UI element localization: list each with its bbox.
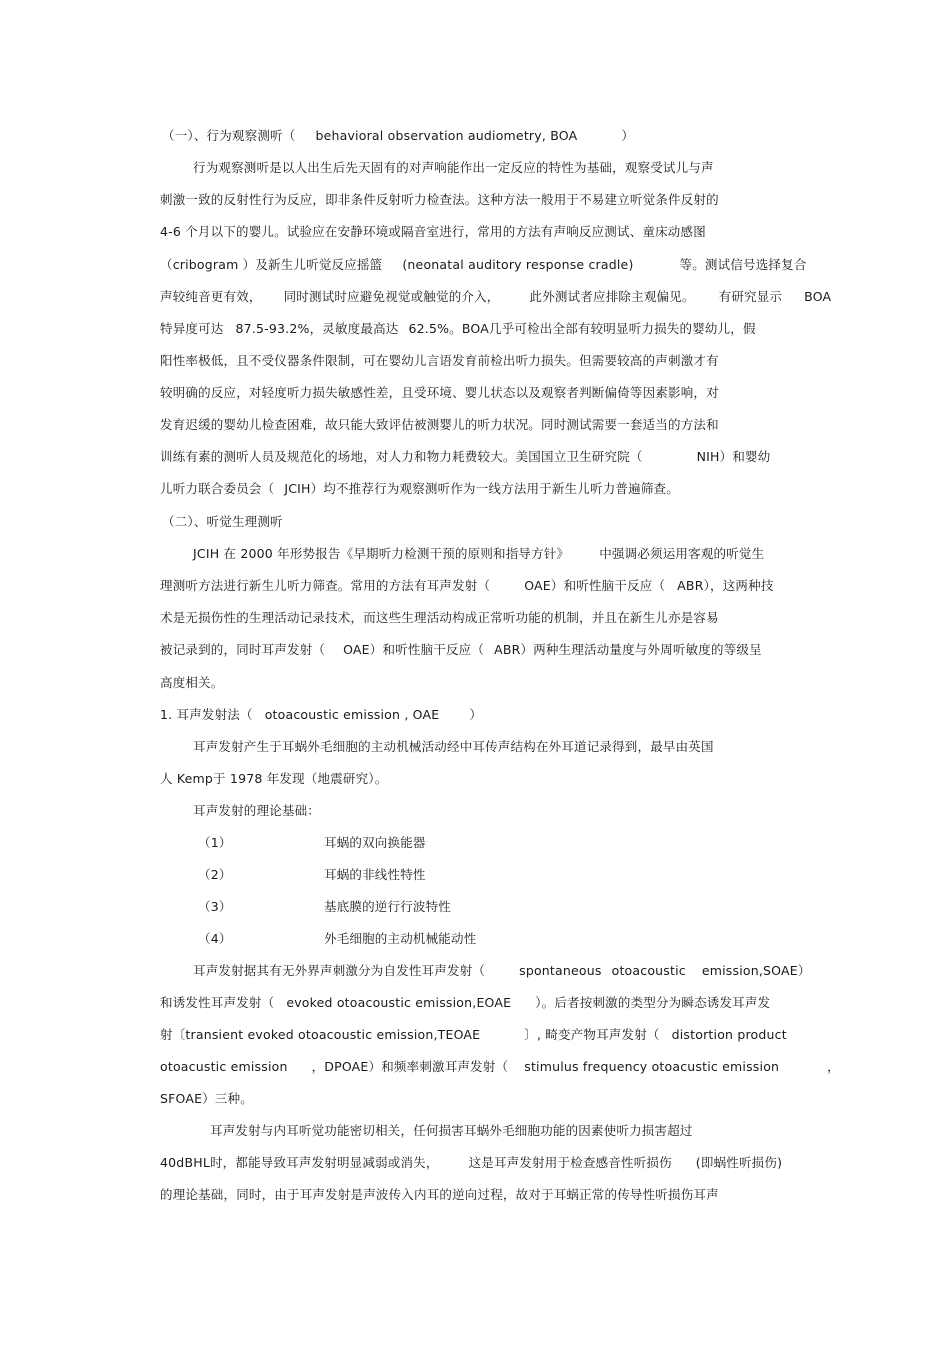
text-run: JCIH）均不推荐行为观察测听作为一线方法用于新生儿听力普遍筛查。 — [284, 481, 679, 496]
text-run: evoked otoacoustic emission,EOAE — [286, 995, 512, 1010]
text-run: 被记录到的，同时耳声发射（ — [160, 642, 326, 657]
text-run: 射〔transient evoked otoacoustic emission,TEOAE — [160, 1027, 481, 1042]
basis-text: 基底膜的逆行行波特性 — [324, 899, 452, 914]
text-run: 发育迟缓的婴幼儿检查困难，故只能大致评估被测婴儿的听力状况。同时测试需要一套适当的方法和 — [160, 417, 719, 432]
text-run: distortion product — [671, 1027, 787, 1042]
basis-item — [198, 867, 426, 883]
text-run: ABR），这两种技 — [677, 578, 774, 593]
text-run: otoacoustic — [611, 963, 686, 978]
text-run: 4-6 个月以下的婴儿。试验应在安静环境或隔音室进行，常用的方法有声响反应测试、童床动感图 — [160, 224, 706, 239]
basis-text: 耳蜗的双向换能器 — [324, 835, 426, 850]
basis-number: （1） — [198, 835, 232, 850]
text-run: 声较纯音更有效， — [160, 289, 262, 304]
boa-paragraph-line — [160, 224, 706, 240]
text-run: 耳声发射的理论基础： — [193, 803, 321, 818]
oae-classification-line — [160, 1059, 840, 1075]
text-run: ， — [827, 1059, 840, 1074]
boa-paragraph-line — [160, 257, 807, 273]
text-run: (neonatal auditory response cradle) — [402, 257, 634, 272]
text-run: (即蜗性听损伤) — [695, 1155, 783, 1170]
boa-paragraph-line — [160, 192, 719, 208]
basis-intro — [193, 803, 320, 819]
heading-text: （一）、行为观察测听（ — [162, 128, 296, 143]
text-run: 理测听方法进行新生儿听力筛查。常用的方法有耳声发射（ — [160, 578, 491, 593]
text-run: JCIH 在 2000 年形势报告《早期听力检测干预的原则和指导方针》 — [193, 546, 570, 561]
boa-paragraph-line — [160, 321, 756, 337]
physio-paragraph-line — [160, 578, 774, 594]
heading-text: （二）、听觉生理测听 — [162, 514, 283, 529]
heading-close: ） — [469, 707, 483, 722]
boa-paragraph-line — [160, 353, 719, 369]
text-run: 耳声发射产生于耳蜗外毛细胞的主动机械活动经中耳传声结构在外耳道记录得到，最早由英国 — [193, 739, 714, 754]
physio-paragraph-line — [193, 546, 764, 562]
text-run: 术是无损伤性的生理活动记录技术，而这些生理活动构成正常听功能的机制，并且在新生儿亦是容易 — [160, 610, 719, 625]
text-run: spontaneous — [519, 963, 602, 978]
oae-clinical-line — [160, 1155, 782, 1171]
basis-item — [198, 835, 426, 851]
basis-item — [198, 899, 451, 915]
text-run: 中强调必须运用客观的听觉生 — [599, 546, 765, 561]
boa-paragraph-line — [160, 385, 719, 401]
basis-number: （4） — [198, 931, 232, 946]
basis-text: 外毛细胞的主动机械能动性 — [324, 931, 477, 946]
section-heading-physiological — [162, 514, 283, 530]
text-run: 这是耳声发射用于检查感音性听损伤 — [468, 1155, 672, 1170]
text-run: ，DPOAE）和频率刺激耳声发射（ — [311, 1059, 509, 1074]
text-run: 高度相关。 — [160, 675, 224, 690]
oae-clinical-line — [160, 1187, 719, 1203]
text-run: 等。测试信号选择复合 — [679, 257, 807, 272]
text-run: 耳声发射据其有无外界声刺激分为自发性耳声发射（ — [193, 963, 486, 978]
boa-paragraph-line — [160, 417, 719, 433]
oae-classification-line — [160, 1091, 253, 1107]
text-run: 和诱发性耳声发射（ — [160, 995, 275, 1010]
heading-text: 1. 耳声发射法（ — [160, 707, 253, 722]
heading-term: behavioral observation audiometry, BOA — [315, 128, 578, 143]
oae-clinical-line — [210, 1123, 693, 1139]
boa-paragraph-line — [193, 160, 714, 176]
text-run: 此外测试者应排除主观偏见。 — [529, 289, 695, 304]
text-run: （cribogram ）及新生儿听觉反应摇篮 — [160, 257, 383, 272]
text-run: ）。后者按刺激的类型分为瞬态诱发耳声发 — [535, 995, 771, 1010]
text-run: 较明确的反应，对轻度听力损失敏感性差，且受环境、婴儿状态以及观察者判断偏倚等因素影响，对 — [160, 385, 719, 400]
physio-paragraph-line — [160, 642, 762, 658]
text-run: ABR）两种生理活动量度与外周听敏度的等级呈 — [494, 642, 762, 657]
text-run: 特异度可达 — [160, 321, 224, 336]
boa-paragraph-line — [160, 289, 831, 305]
subsection-heading-oae — [160, 707, 482, 723]
text-run: NIH）和婴幼 — [696, 449, 771, 464]
text-run: 有研究显示 — [718, 289, 783, 304]
oae-paragraph-line — [160, 771, 387, 787]
text-run: 的理论基础，同时，由于耳声发射是声波传入内耳的逆向过程，故对于耳蜗正常的传导性听损伤耳声 — [160, 1187, 719, 1202]
text-run: 训练有素的测听人员及规范化的场地，对人力和物力耗费较大。美国国立卫生研究院（ — [160, 449, 643, 464]
physio-paragraph-line — [160, 675, 224, 691]
text-run: 〕, 畸变产物耳声发射（ — [524, 1027, 660, 1042]
basis-number: （3） — [198, 899, 232, 914]
text-run: 行为观察测听是以人出生后先天固有的对声响能作出一定反应的特性为基础，观察受试儿与声 — [193, 160, 714, 175]
heading-term: otoacoustic emission , OAE — [264, 707, 440, 722]
text-run: 同时测试时应避免视觉或触觉的介入， — [283, 289, 500, 304]
text-run: OAE）和听性脑干反应（ — [343, 642, 485, 657]
text-run: 87.5-93.2%，灵敏度最高达 — [235, 321, 399, 336]
boa-paragraph-line — [160, 481, 679, 497]
oae-classification-line — [160, 1027, 787, 1043]
physio-paragraph-line — [160, 610, 719, 626]
basis-text: 耳蜗的非线性特性 — [324, 867, 426, 882]
text-run: otoacustic emission — [160, 1059, 288, 1074]
boa-paragraph-line — [160, 449, 770, 465]
oae-classification-line — [193, 963, 811, 979]
text-run: 刺激一致的反射性行为反应，即非条件反射听力检查法。这种方法一般用于不易建立听觉条件反射的 — [160, 192, 719, 207]
basis-item — [198, 931, 476, 947]
text-run: OAE）和听性脑干反应（ — [524, 578, 666, 593]
basis-number: （2） — [198, 867, 232, 882]
text-run: BOA — [804, 289, 832, 304]
text-run: 阳性率极低，且不受仪器条件限制，可在婴幼儿言语发育前检出听力损失。但需要较高的声刺激才有 — [160, 353, 719, 368]
section-heading-boa — [162, 128, 634, 144]
oae-classification-line — [160, 995, 770, 1011]
text-run: 儿听力联合委员会（ — [160, 481, 275, 496]
heading-close: ） — [621, 128, 635, 143]
text-run: 62.5%。BOA几乎可检出全部有较明显听力损失的婴幼儿，假 — [408, 321, 756, 336]
text-run: 人 Kemp于 1978 年发现（地震研究）。 — [160, 771, 388, 786]
text-run: SFOAE）三种。 — [160, 1091, 253, 1106]
oae-paragraph-line — [193, 739, 714, 755]
text-run: 40dBHL时，都能导致耳声发射明显减弱或消失， — [160, 1155, 439, 1170]
text-run: stimulus frequency otoacustic emission — [524, 1059, 780, 1074]
text-run: 耳声发射与内耳听觉功能密切相关，任何损害耳蜗外毛细胞功能的因素使听力损害超过 — [210, 1123, 693, 1138]
text-run: emission,SOAE） — [701, 963, 811, 978]
